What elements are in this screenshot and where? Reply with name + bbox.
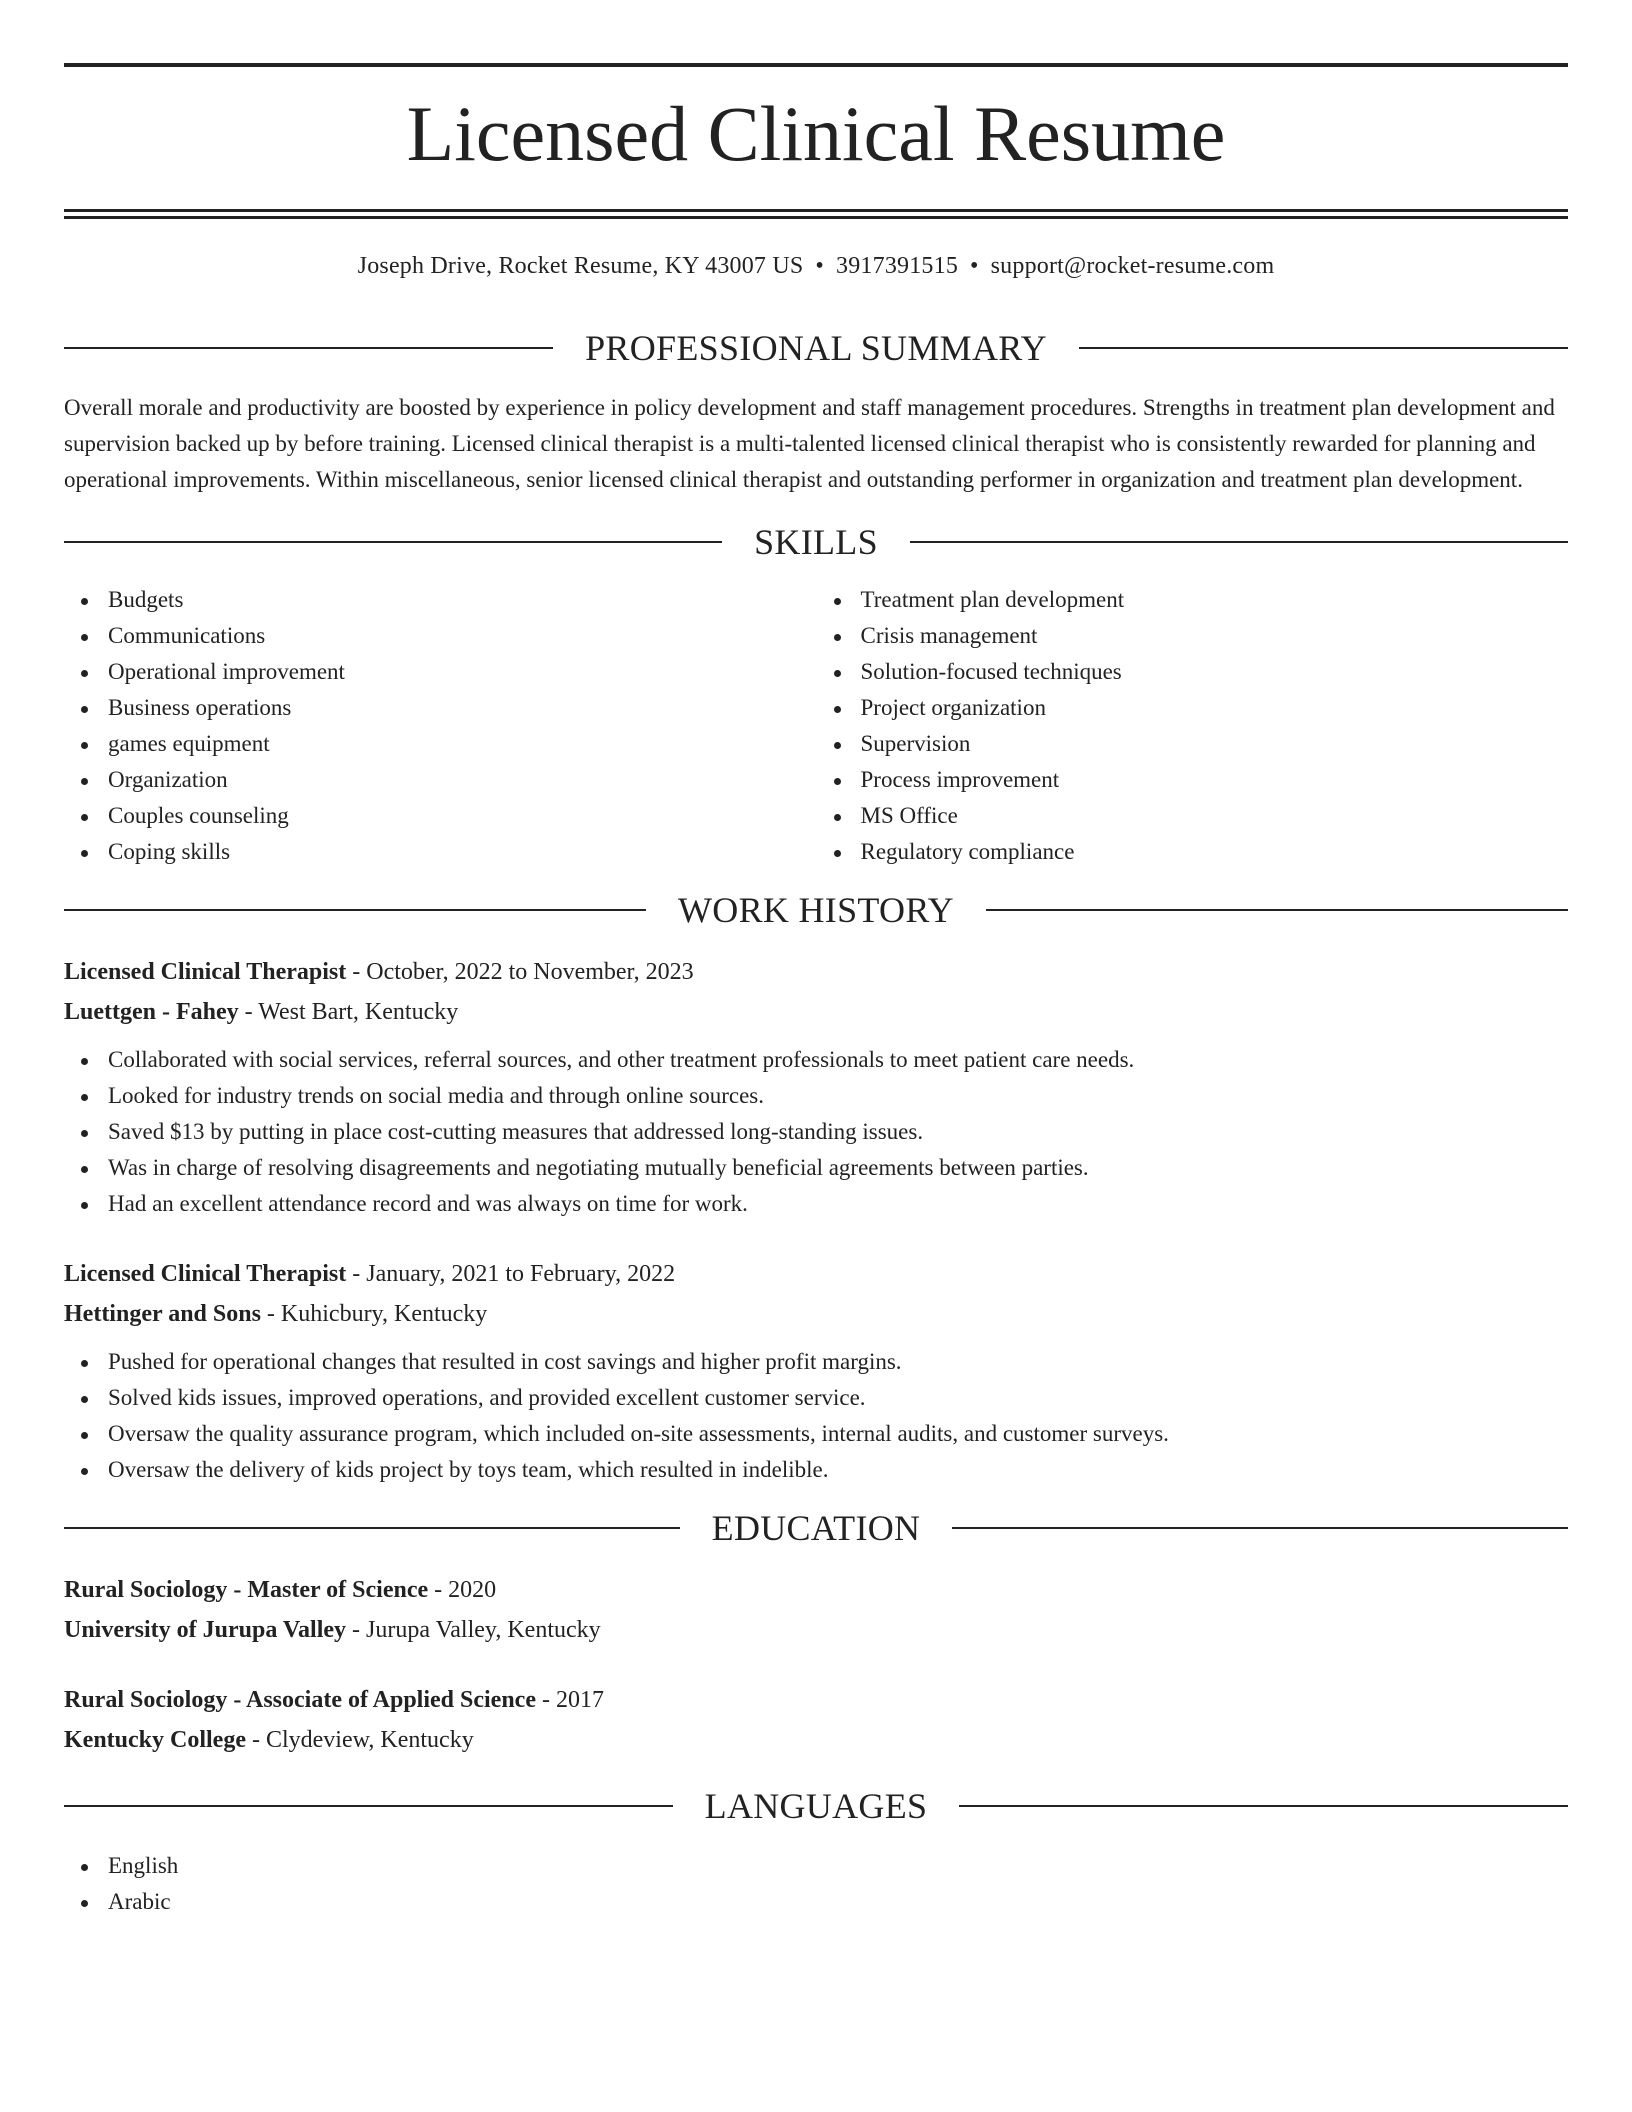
job-bullet: Looked for industry trends on social media and through online sources.: [108, 1078, 1568, 1114]
work-entry: [64, 1254, 1568, 1488]
school-location: - Jurupa Valley, Kentucky: [346, 1617, 601, 1643]
skill-item: Solution-focused techniques: [861, 654, 1569, 690]
job-title: Licensed Clinical Therapist: [64, 1261, 347, 1287]
skill-item: Regulatory compliance: [861, 834, 1569, 870]
language-item: Arabic: [108, 1884, 1568, 1920]
skill-item: MS Office: [861, 798, 1569, 834]
section-title: LANGUAGES: [704, 1786, 928, 1826]
heading-rule: [986, 909, 1568, 911]
contact-line: [64, 250, 1568, 282]
section-title: PROFESSIONAL SUMMARY: [585, 328, 1047, 368]
education-list: [64, 1570, 1568, 1760]
skill-item: Supervision: [861, 726, 1569, 762]
education-entry: [64, 1570, 1568, 1650]
degree-line: [64, 1570, 1568, 1610]
skills-column-left: [64, 582, 816, 870]
job-bullet: Pushed for operational changes that resulted in cost savings and higher profit margins.: [108, 1344, 1568, 1380]
skill-item: Project organization: [861, 690, 1569, 726]
heading-rule: [910, 541, 1568, 543]
contact-email: support@rocket-resume.com: [990, 253, 1275, 279]
job-dates: - January, 2021 to February, 2022: [346, 1261, 676, 1287]
skill-item: Communications: [108, 618, 816, 654]
job-bullet: Oversaw the delivery of kids project by toys team, which resulted in indelible.: [108, 1452, 1568, 1488]
heading-rule: [64, 909, 646, 911]
contact-separator: •: [815, 253, 825, 279]
skill-item: Couples counseling: [108, 798, 816, 834]
section-heading-work: [64, 890, 1568, 930]
job-bullet: Saved $13 by putting in place cost-cutting measures that addressed long-standing issues.: [108, 1114, 1568, 1150]
school-line: [64, 1610, 1568, 1650]
title-double-rule: [64, 209, 1568, 219]
heading-rule: [64, 541, 722, 543]
school-line: [64, 1720, 1568, 1760]
job-bullet: Solved kids issues, improved operations, and provided excellent customer service.: [108, 1380, 1568, 1416]
skill-item: Crisis management: [861, 618, 1569, 654]
job-bullet: Was in charge of resolving disagreements and negotiating mutually beneficial agreements between parties.: [108, 1150, 1568, 1186]
section-heading-languages: [64, 1786, 1568, 1826]
degree-name: Rural Sociology - Associate of Applied Science: [64, 1687, 536, 1713]
job-company: Luettgen - Fahey: [64, 999, 239, 1025]
job-location: - West Bart, Kentucky: [238, 999, 459, 1025]
skill-item: Organization: [108, 762, 816, 798]
section-title: WORK HISTORY: [678, 890, 954, 930]
education-entry: [64, 1680, 1568, 1760]
heading-rule: [64, 1805, 673, 1807]
skill-item: Budgets: [108, 582, 816, 618]
school-name: University of Jurupa Valley: [64, 1617, 347, 1643]
contact-phone: 3917391515: [836, 253, 959, 279]
section-heading-summary: [64, 328, 1568, 368]
heading-rule: [64, 1527, 680, 1529]
section-heading-skills: [64, 522, 1568, 562]
skill-item: games equipment: [108, 726, 816, 762]
degree-name: Rural Sociology - Master of Science: [64, 1577, 429, 1603]
degree-year: - 2017: [535, 1687, 604, 1713]
job-title-line: [64, 952, 1568, 992]
work-history: [64, 952, 1568, 1488]
skills-column-right: [816, 582, 1569, 870]
heading-rule: [952, 1527, 1568, 1529]
school-name: Kentucky College: [64, 1727, 246, 1753]
skill-item: Business operations: [108, 690, 816, 726]
professional-summary: Overall morale and productivity are boosted by experience in policy development and staff management procedures. Strengths in treatment plan development and supervision backed up by before training. Licensed clinical therapist is a multi-talented licensed clinical therapist who is consistently rewarded for planning and operational improvements. Within miscellaneous, senior licensed clinical therapist and outstanding performer in organization and treatment plan development.: [64, 395, 1555, 492]
resume-page: [64, 0, 1568, 1920]
job-dates: - October, 2022 to November, 2023: [346, 959, 694, 985]
job-company: Hettinger and Sons: [64, 1301, 261, 1327]
heading-rule: [64, 347, 553, 349]
skill-item: Process improvement: [861, 762, 1569, 798]
job-title: Licensed Clinical Therapist: [64, 959, 347, 985]
job-bullet: Collaborated with social services, referral sources, and other treatment professionals to meet patient care needs.: [108, 1042, 1568, 1078]
heading-rule: [1079, 347, 1568, 349]
job-location: - Kuhicbury, Kentucky: [260, 1301, 488, 1327]
job-bullet: Had an excellent attendance record and was always on time for work.: [108, 1186, 1568, 1222]
skills-list: [64, 582, 1568, 870]
resume-title: Licensed Clinical Resume: [406, 90, 1226, 177]
job-bullets: [64, 1042, 1568, 1222]
job-title-line: [64, 1254, 1568, 1294]
section-heading-education: [64, 1508, 1568, 1548]
skill-item: Coping skills: [108, 834, 816, 870]
job-bullets: [64, 1344, 1568, 1488]
contact-address: Joseph Drive, Rocket Resume, KY 43007 US: [357, 253, 804, 279]
section-title: SKILLS: [754, 522, 878, 562]
work-entry: [64, 952, 1568, 1222]
job-company-line: [64, 1294, 1568, 1334]
section-title: EDUCATION: [711, 1508, 921, 1548]
heading-rule: [959, 1805, 1568, 1807]
degree-line: [64, 1680, 1568, 1720]
contact-separator: •: [970, 253, 979, 279]
skill-item: Operational improvement: [108, 654, 816, 690]
skill-item: Treatment plan development: [861, 582, 1569, 618]
job-bullet: Oversaw the quality assurance program, which included on-site assessments, internal audits, and customer surveys.: [108, 1416, 1568, 1452]
languages-list: [64, 1848, 1568, 1920]
degree-year: - 2020: [428, 1577, 497, 1603]
job-company-line: [64, 992, 1568, 1032]
top-rule: [64, 63, 1568, 67]
language-item: English: [108, 1848, 1568, 1884]
school-location: - Clydeview, Kentucky: [245, 1727, 474, 1753]
